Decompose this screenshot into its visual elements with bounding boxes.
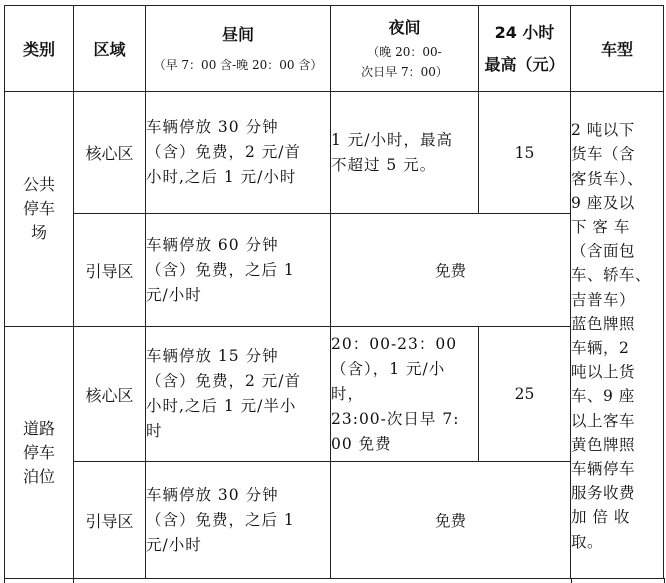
header-nighttime-title: 夜间: [388, 18, 421, 37]
zone-guide: 引导区: [74, 214, 146, 327]
header-category: 类别: [5, 6, 74, 92]
header-daytime: [146, 6, 331, 92]
nighttime-rate: 免费: [331, 462, 571, 579]
vehicle-type-description: [571, 92, 664, 579]
table-row: [5, 214, 664, 327]
header-24h-max-line2: 最高（元）: [484, 54, 565, 74]
vehicle-type-text: 2 吨以下 货车（含 客货车）、 9 座及以 下 客 车 （含面包 车、轿车、 吉普车） 蓝色牌照 车辆，2 吨以上货 车、9 座 以上客车 黄色牌照 车辆停车 服务收费 加 倍 收 取。: [571, 121, 652, 551]
table-row: [5, 92, 664, 214]
table-row: [5, 462, 664, 579]
nighttime-rate: 1 元/小时，最高 不超过 5 元。: [331, 92, 479, 214]
header-nighttime-hours: （晚 20：00- 次日早 7：00）: [361, 45, 448, 79]
table-row: [5, 327, 664, 462]
header-daytime-hours: （早 7：00 含-晚 20：00 含）: [153, 58, 323, 72]
zone-guide: 引导区: [74, 462, 146, 579]
header-vehicle-type: 车型: [571, 6, 664, 92]
zone-core: 核心区: [74, 92, 146, 214]
daytime-rate: 车辆停放 15 分钟 （含）免费，2 元/首 小时,之后 1 元/半小 时: [146, 327, 331, 462]
nighttime-rate: 20：00-23：00 （含），1 元/小 时， 23:00-次日早 7: 00 免费: [331, 327, 479, 462]
category-public-parking-lot: 公共 停车 场: [5, 92, 74, 327]
nighttime-rate: 免费: [331, 214, 571, 327]
header-24h-max-line1: 24 小时: [494, 22, 555, 42]
header-row: [5, 6, 664, 92]
header-zone: 区域: [74, 6, 146, 92]
max-24h: 15: [479, 92, 571, 214]
parking-fee-table: [4, 5, 664, 579]
header-daytime-title: 昼间: [221, 25, 254, 44]
divider: [73, 578, 74, 583]
header-24h-max: [479, 6, 571, 92]
divider: [571, 578, 572, 583]
daytime-rate: 车辆停放 30 分钟 （含）免费，2 元/首 小时,之后 1 元/小时: [146, 92, 331, 214]
table-continuation-edge: [4, 578, 665, 583]
daytime-rate: 车辆停放 60 分钟 （含）免费，之后 1 元/小时: [146, 214, 331, 327]
max-24h: 25: [479, 327, 571, 462]
daytime-rate: 车辆停放 30 分钟 （含）免费，之后 1 元/小时: [146, 462, 331, 579]
header-nighttime: [331, 6, 479, 92]
category-road-parking-spaces: 道路 停车 泊位: [5, 327, 74, 579]
zone-core: 核心区: [74, 327, 146, 462]
